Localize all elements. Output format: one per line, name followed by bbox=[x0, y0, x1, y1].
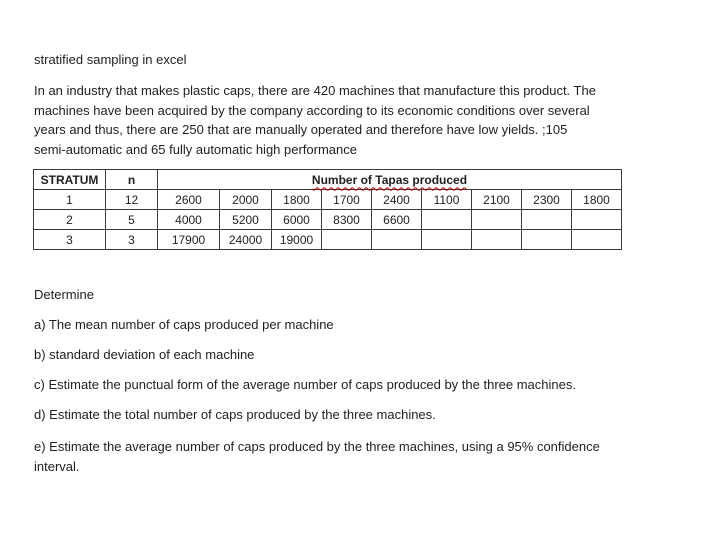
intro-line: In an industry that makes plastic caps, there are 420 machines that manufacture this product. The bbox=[34, 83, 596, 98]
cell-value bbox=[522, 230, 572, 250]
table-header-row bbox=[34, 170, 622, 190]
question-d: d) Estimate the total number of caps produced by the three machines. bbox=[34, 407, 436, 422]
intro-line: machines have been acquired by the company according to its economic conditions over several bbox=[34, 102, 590, 118]
intro-line: semi-automatic and 65 fully automatic high performance bbox=[34, 141, 357, 157]
cell-value: 1800 bbox=[272, 190, 322, 210]
cell-value: 17900 bbox=[158, 230, 220, 250]
cell-value: 2400 bbox=[372, 190, 422, 210]
table-row bbox=[34, 190, 622, 210]
cell-value: 4000 bbox=[158, 210, 220, 230]
cell-value: 8300 bbox=[322, 210, 372, 230]
cell-value bbox=[372, 230, 422, 250]
cell-value: 2300 bbox=[522, 190, 572, 210]
cell-value: 6600 bbox=[372, 210, 422, 230]
intro-line: years and thus, there are 250 that are manually operated and therefore have low yields. ;105 bbox=[34, 122, 568, 137]
header-stratum: STRATUM bbox=[34, 170, 106, 190]
cell-value: 2600 bbox=[158, 190, 220, 210]
cell-stratum: 1 bbox=[34, 190, 106, 210]
determine-heading: Determine bbox=[34, 287, 94, 302]
header-produced bbox=[158, 170, 622, 190]
cell-value: 2000 bbox=[220, 190, 272, 210]
cell-n: 12 bbox=[106, 190, 158, 210]
cell-value bbox=[422, 210, 472, 230]
document-title: stratified sampling in excel bbox=[34, 52, 187, 67]
cell-value bbox=[322, 230, 372, 250]
intro-paragraph bbox=[34, 81, 634, 159]
cell-value bbox=[422, 230, 472, 250]
header-n: n bbox=[106, 170, 158, 190]
cell-n: 5 bbox=[106, 210, 158, 230]
cell-value: 19000 bbox=[272, 230, 322, 250]
cell-value: 24000 bbox=[220, 230, 272, 250]
cell-value bbox=[472, 210, 522, 230]
cell-value bbox=[472, 230, 522, 250]
question-c: c) Estimate the punctual form of the average number of caps produced by the three machines. bbox=[34, 377, 576, 392]
cell-value bbox=[572, 230, 622, 250]
cell-value: 1100 bbox=[422, 190, 472, 210]
cell-value: 6000 bbox=[272, 210, 322, 230]
cell-value: 1800 bbox=[572, 190, 622, 210]
cell-value: 5200 bbox=[220, 210, 272, 230]
table-row bbox=[34, 210, 622, 230]
question-e: e) Estimate the average number of caps produced by the three machines, using a 95% confidence interval. bbox=[34, 439, 600, 474]
header-produced-label: Number of Tapas produced bbox=[311, 172, 468, 187]
cell-value: 2100 bbox=[472, 190, 522, 210]
strata-table bbox=[33, 169, 622, 250]
cell-value bbox=[572, 210, 622, 230]
cell-stratum: 3 bbox=[34, 230, 106, 250]
cell-value bbox=[522, 210, 572, 230]
table-row bbox=[34, 230, 622, 250]
question-a: a) The mean number of caps produced per machine bbox=[34, 317, 334, 332]
cell-stratum: 2 bbox=[34, 210, 106, 230]
question-b: b) standard deviation of each machine bbox=[34, 347, 255, 362]
cell-n: 3 bbox=[106, 230, 158, 250]
cell-value: 1700 bbox=[322, 190, 372, 210]
